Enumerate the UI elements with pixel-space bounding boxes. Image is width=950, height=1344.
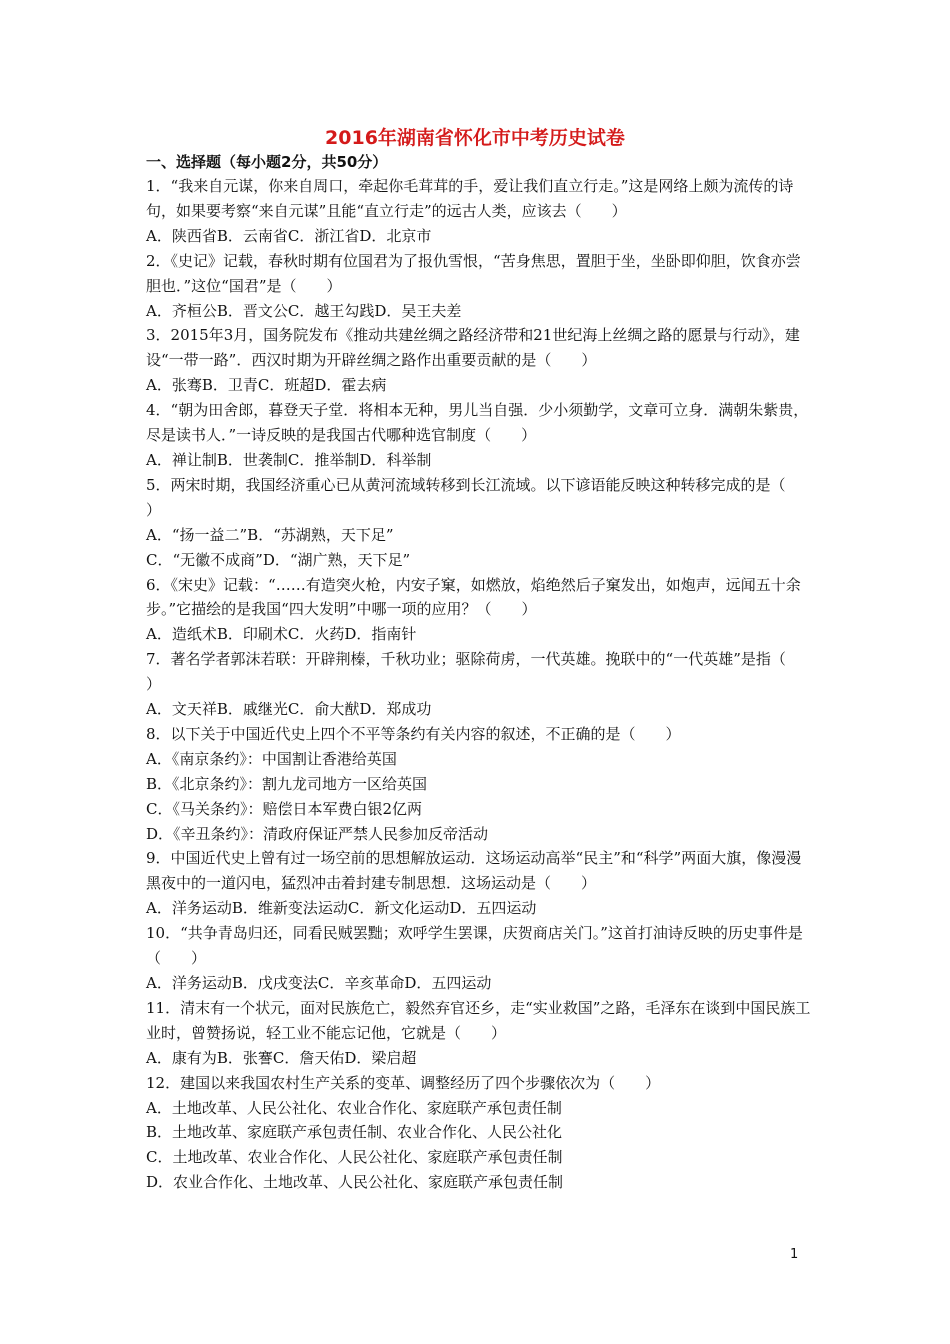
answer-options: D．农业合作化、土地改革、人民公社化、家庭联产承包责任制 — [146, 1173, 564, 1192]
question-text: 11．清末有一个状元，面对民族危亡，毅然弃官还乡，走“实业救国”之路，毛泽东在谈到中国民族工业时，曾赞扬说，轻工业不能忘记他，它就是（ ） — [146, 998, 811, 1042]
answer-options: C．“无徽不成商”D．“湖广熟，天下足” — [146, 550, 411, 569]
question-list — [146, 174, 814, 1195]
section-heading: 一、选择题（每小题2分，共50分） — [146, 153, 388, 171]
answer-options: B．土地改革、家庭联产承包责任制、农业合作化、人民公社化 — [146, 1123, 563, 1142]
answer-options: A．文天祥B．戚继光C．俞大猷D．郑成功 — [146, 700, 432, 719]
answer-options: D．《辛丑条约》：清政府保证严禁人民参加反帝活动 — [146, 824, 489, 843]
question-text: 6．《宋史》记载：“……有造突火枪，内安子窠，如燃放，焰绝然后子窠发出，如炮声，远闻五十余步。”它描绘的是我国“四大发明”中哪一项的应用？（ ） — [146, 575, 801, 619]
answer-options: A．陕西省B．云南省C．浙江省D．北京市 — [146, 226, 432, 245]
answer-options: C．土地改革、农业合作化、人民公社化、家庭联产承包责任制 — [146, 1148, 563, 1167]
question-text: 2．《史记》记载，春秋时期有位国君为了报仇雪恨，“苦身焦思，置胆于坐，坐卧即仰胆，饮食亦尝胆也．”这位“国君”是（ ） — [146, 251, 801, 295]
question-text: 1．“我来自元谋，你来自周口，牵起你毛茸茸的手，爱让我们直立行走。”这是网络上颇为流传的诗句，如果要考察“来自元谋”且能“直立行走”的远古人类，应该去（ ） — [146, 177, 794, 220]
answer-options: A．洋务运动B．戊戌变法C．辛亥革命D．五四运动 — [146, 974, 492, 992]
question-text: 7．著名学者郭沫若联：开辟荆榛，千秋功业；驱除荷虏，一代英雄。挽联中的“一代英雄”是指（ ） — [146, 650, 816, 694]
answer-options: A．《南京条约》：中国割让香港给英国 — [146, 749, 397, 768]
answer-options: A．土地改革、人民公社化、农业合作化、家庭联产承包责任制 — [146, 1098, 562, 1117]
answer-options: A．“扬一益二”B．“苏湖熟，天下足” — [146, 525, 394, 544]
answer-options: A．洋务运动B．维新变法运动C．新文化运动D．五四运动 — [146, 899, 537, 918]
answer-options: A．齐桓公B．晋文公C．越王勾践D．吴王夫差 — [146, 301, 462, 320]
question-text: 3．2015年3月，国务院发布《推动共建丝绸之路经济带和21世纪海上丝绸之路的愿景与行动》，建设“一带一路”．西汉时期为开辟丝绸之路作出重要贡献的是（ ） — [146, 326, 800, 370]
question-text: 5．两宋时期，我国经济重心已从黄河流域转移到长江流域。以下谚语能反映这种转移完成的是（ ） — [146, 475, 816, 519]
exam-title: 2016年湖南省怀化市中考历史试卷 — [325, 127, 625, 149]
answer-options: C．《马关条约》：赔偿日本军费白银2亿两 — [146, 799, 423, 818]
answer-options: A．造纸术B．印刷术C．火药D．指南针 — [146, 625, 417, 644]
answer-options: B．《北京条约》：割九龙司地方一区给英国 — [146, 774, 428, 793]
question-text: 9．中国近代史上曾有过一场空前的思想解放运动．这场运动高举“民主”和“科学”两面大旗，像漫漫黑夜中的一道闪电，猛烈冲击着封建专制思想．这场运动是（ ） — [146, 849, 802, 893]
question-text: 4．“朝为田舍郎，暮登天子堂．将相本无种，男儿当自强．少小须勤学，文章可立身．满朝朱紫贵，尽是读书人．”一诗反映的是我国古代哪种选官制度（ ） — [146, 401, 809, 445]
answer-options: A．康有为B．张謇C．詹天佑D．梁启超 — [146, 1048, 417, 1067]
question-text: 8．以下关于中国近代史上四个不平等条约有关内容的叙述，不正确的是（ ） — [146, 724, 681, 743]
page-number: 1 — [790, 1247, 799, 1262]
answer-options: A．禅让制B．世袭制C．推举制D．科举制 — [146, 450, 432, 469]
question-text: 10．“共争青岛归还，同看民贼罢黜；欢呼学生罢课，庆贺商店关门。”这首打油诗反映的历史事件是（ ） — [146, 924, 803, 968]
question-text: 12．建国以来我国农村生产关系的变革、调整经历了四个步骤依次为（ ） — [146, 1073, 661, 1092]
answer-options: A．张骞B．卫青C．班超D．霍去病 — [146, 376, 387, 395]
